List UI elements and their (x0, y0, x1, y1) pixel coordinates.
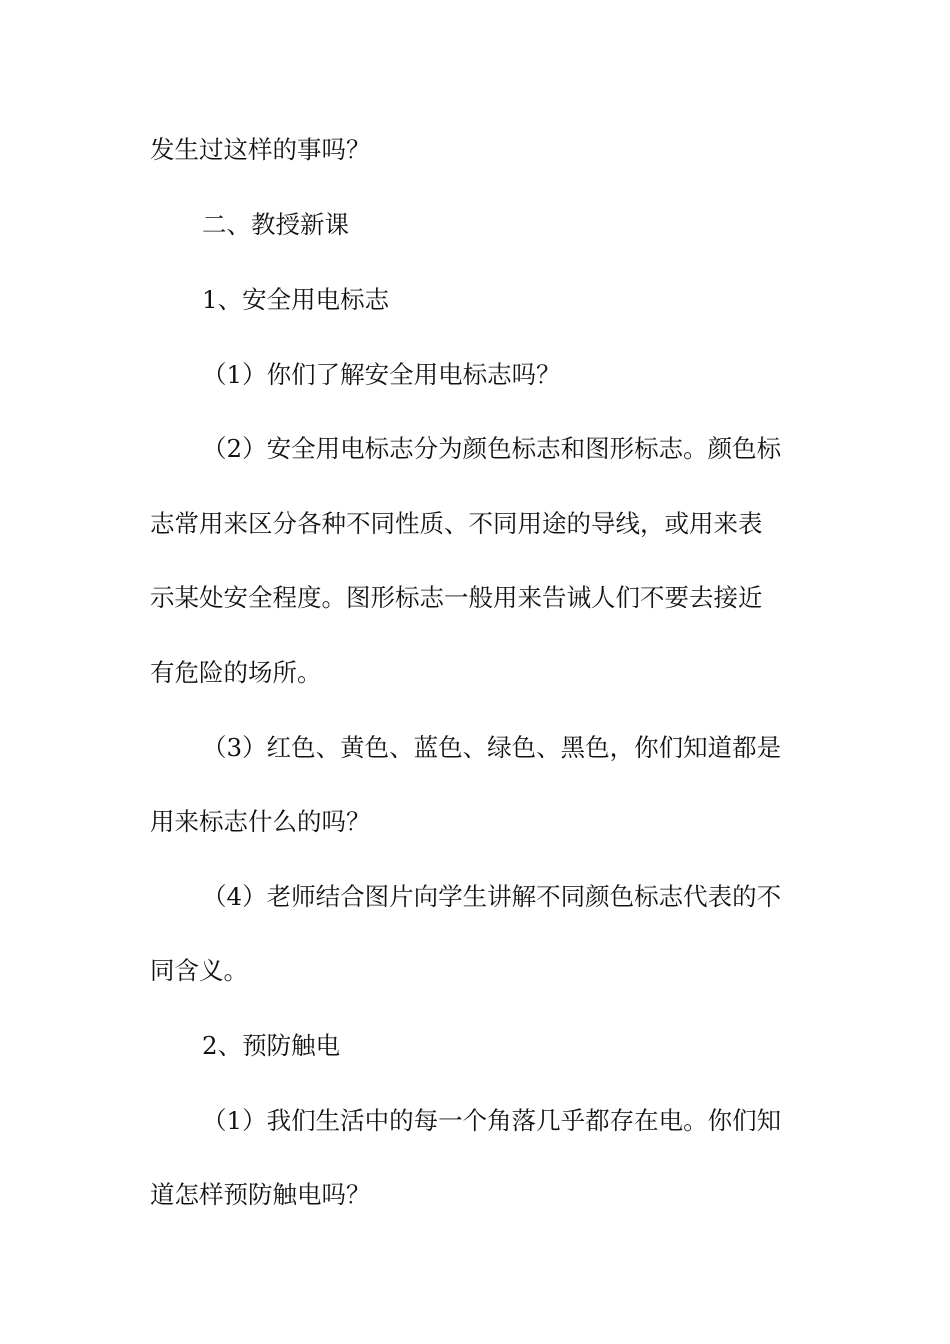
text-line: 志常用来区分各种不同性质、不同用途的导线，或用来表 (150, 509, 763, 538)
text-line: 示某处安全程度。图形标志一般用来告诫人们不要去接近 (150, 583, 763, 612)
text-line: 有危险的场所。 (150, 658, 322, 687)
text-line: （4）老师结合图片向学生讲解不同颜色标志代表的不 (202, 882, 782, 911)
text-line: （3）红色、黄色、蓝色、绿色、黑色，你们知道都是 (202, 733, 782, 762)
text-line: （1）我们生活中的每一个角落几乎都存在电。你们知 (202, 1106, 782, 1135)
text-line: （2）安全用电标志分为颜色标志和图形标志。颜色标 (202, 434, 782, 463)
subsection-heading: 2、预防触电 (202, 1031, 341, 1060)
text-line: 发生过这样的事吗？ (150, 135, 371, 164)
text-line: 用来标志什么的吗？ (150, 807, 371, 836)
subsection-heading: 1、安全用电标志 (202, 285, 390, 314)
text-line: 同含义。 (150, 956, 248, 985)
section-heading: 二、教授新课 (202, 210, 349, 239)
text-line: （1）你们了解安全用电标志吗？ (202, 360, 561, 389)
text-line: 道怎样预防触电吗？ (150, 1180, 371, 1209)
